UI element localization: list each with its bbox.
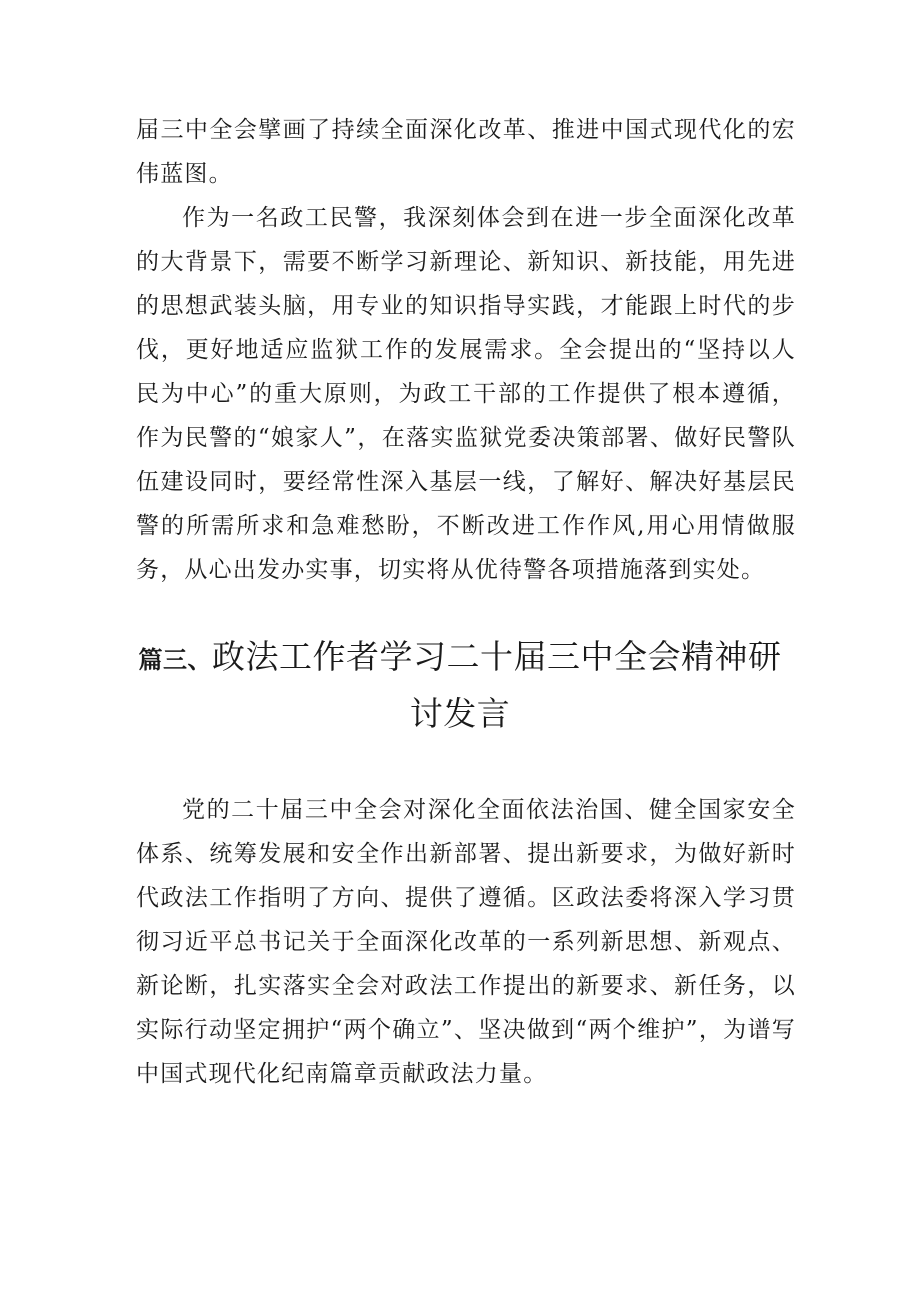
- paragraph-political-legal: 党的二十届三中全会对深化全面依法治国、健全国家安全体系、统筹发展和安全作出新部署、提出新要求，为做好新时代政法工作指明了方向、提供了遵循。区政法委将深入学习贯彻习近平总书记关于全面深化改革的一系列新思想、新观点、新论断，扎实落实全会对政法工作提出的新要求、新任务，以实际行动坚定拥护“两个确立”、坚决做到“两个维护”，为谱写中国式现代化纪南篇章贡献政法力量。: [136, 797, 796, 1087]
- section-heading-prefix: 篇三、: [138, 646, 212, 674]
- section-heading: [130, 630, 790, 744]
- paragraph-political-police: 作为一名政工民警，我深刻体会到在进一步全面深化改革的大背景下，需要不断学习新理论、新知识、新技能，用先进的思想武装头脑，用专业的知识指导实践，才能跟上时代的步伐，更好地适应监狱工作的发展需求。全会提出的“坚持以人民为中心”的重大原则，为政工干部的工作提供了根本遵循，作为民警的“娘家人”，在落实监狱党委决策部署、做好民警队伍建设同时，要经常性深入基层一线，了解好、解决好基层民警的所需所求和急难愁盼，不断改进工作作风,用心用情做服务，从心出发办实事，切实将从优待警各项措施落到实处。: [136, 205, 796, 583]
- section-heading-title: 政法工作者学习二十届三中全会精神研讨发言: [212, 637, 782, 733]
- paragraph-continued: 届三中全会擘画了持续全面深化改革、推进中国式现代化的宏伟蓝图。: [136, 117, 796, 187]
